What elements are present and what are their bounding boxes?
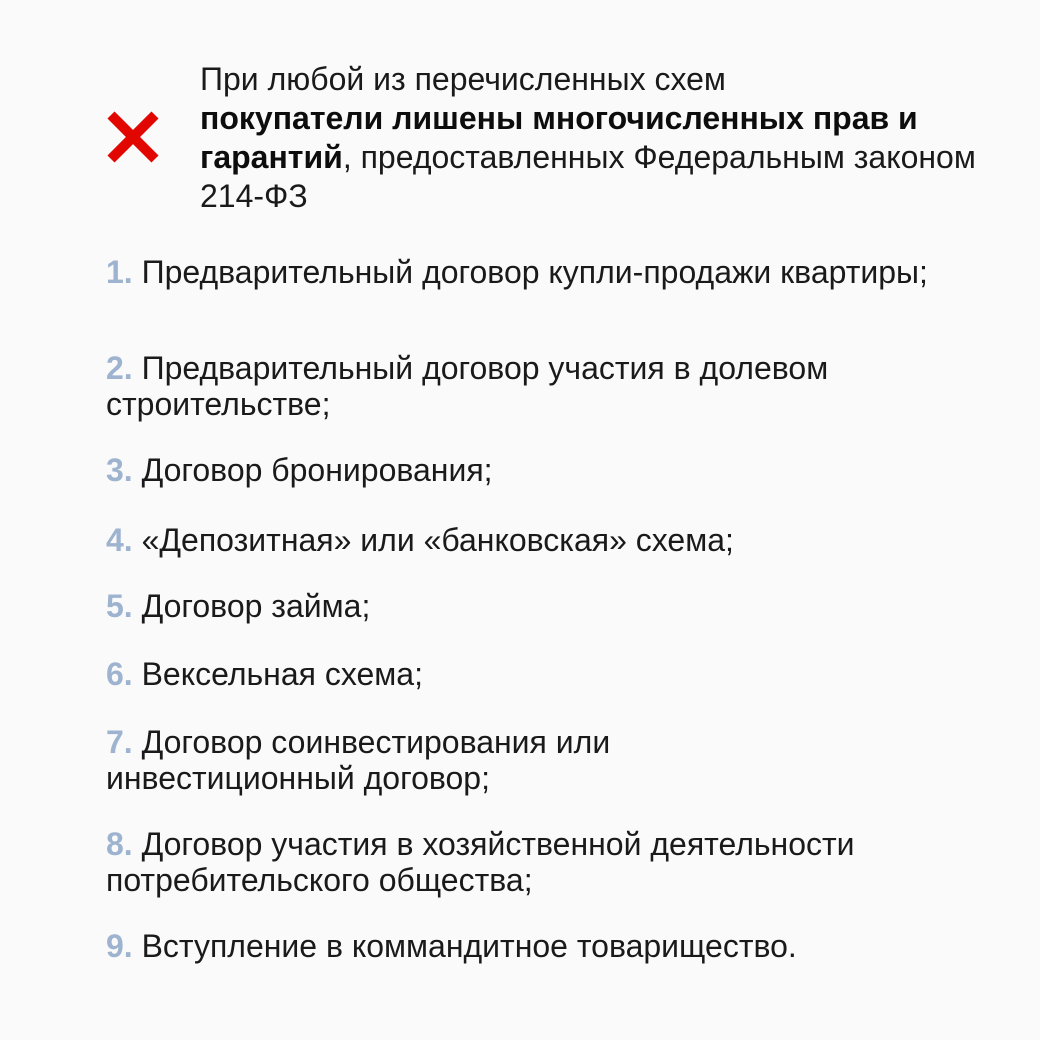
item-text: Предварительный договор купли-продажи квартиры;	[141, 254, 928, 290]
item-text: Вексельная схема;	[141, 656, 423, 692]
item-number: 1.	[106, 254, 133, 290]
list-item	[106, 724, 706, 796]
cross-icon	[106, 110, 160, 164]
item-number: 8.	[106, 826, 133, 862]
item-text: Вступление в коммандитное товарищество.	[141, 928, 797, 964]
list-item	[106, 826, 1006, 898]
item-number: 4.	[106, 522, 133, 558]
item-number: 3.	[106, 452, 133, 488]
item-number: 7.	[106, 724, 133, 760]
intro-text	[200, 60, 1000, 216]
list-item	[106, 254, 1006, 290]
item-text: Договор участия в хозяйственной деятельности потребительского общества;	[106, 826, 855, 898]
intro-section	[0, 0, 1040, 240]
list-item	[106, 452, 1006, 488]
list-item	[106, 928, 1006, 964]
item-text: Предварительный договор участия в долевом строительстве;	[106, 350, 829, 422]
item-text: Договор бронирования;	[141, 452, 493, 488]
intro-bold-text: покупатели лишены многочисленных прав и гарантий	[200, 100, 918, 175]
list-item	[106, 522, 1006, 558]
item-text: Договор соинвестирования или инвестиционный договор;	[106, 724, 611, 796]
item-text: Договор займа;	[141, 588, 371, 624]
intro-rest-text: , предоставленных Федеральным законом 214-ФЗ	[200, 139, 976, 214]
item-number: 2.	[106, 350, 133, 386]
item-number: 9.	[106, 928, 133, 964]
list-item	[106, 656, 1006, 692]
item-number: 5.	[106, 588, 133, 624]
intro-line1: При любой из перечисленных схем	[200, 61, 726, 97]
item-text: «Депозитная» или «банковская» схема;	[141, 522, 734, 558]
item-number: 6.	[106, 656, 133, 692]
list-item	[106, 588, 1006, 624]
list-item	[106, 350, 1006, 422]
